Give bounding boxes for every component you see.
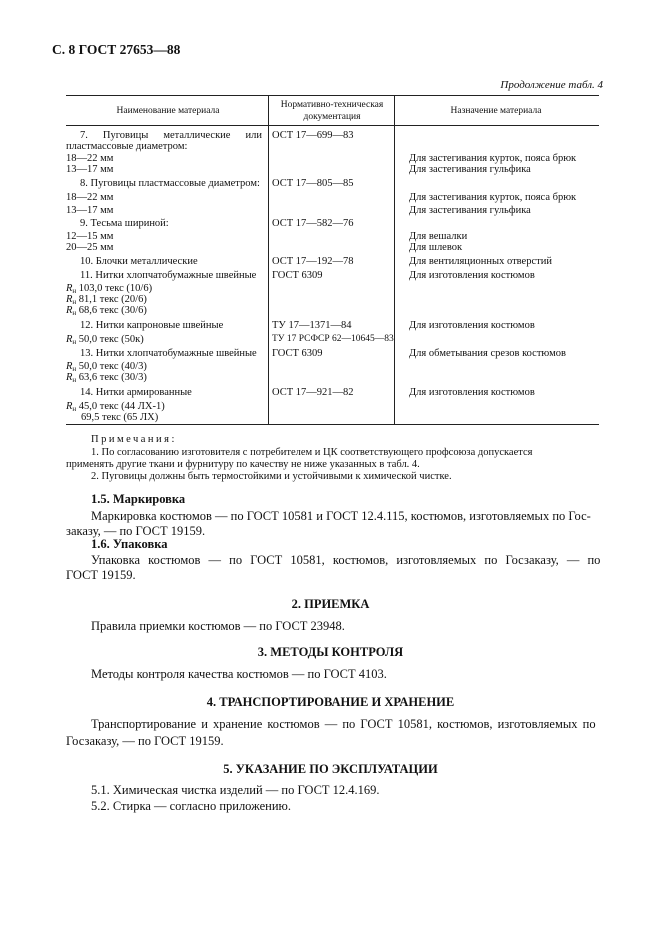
row12-doc-2: ТУ 17 РСФСР 62—10645—83 [272, 334, 394, 344]
row10-name: 10. Блочки металлические [80, 256, 198, 267]
table-header-rule [66, 125, 599, 126]
row7-size-2: 13—17 мм [66, 164, 114, 175]
section-1-6-line-1: Упаковка костюмов — по ГОСТ 10581, костюмов, изготовляемых по Госзаказу, — по [91, 553, 601, 567]
row14-doc: ОСТ 17—921—82 [272, 387, 354, 398]
row8-purpose-1: Для застегивания курток, пояса брюк [409, 192, 577, 203]
row9-purpose-1: Для вешалки [409, 231, 468, 242]
row8-purpose-2: Для застегивания гульфика [409, 205, 531, 216]
table-col-divider-2 [394, 95, 395, 424]
note-1-line-2: применять другие ткани и фурнитуру по качеству не ниже указанных в табл. 4. [66, 459, 420, 470]
row8-size-1: 18—22 мм [66, 192, 114, 203]
section-4-line-1: Транспортирование и хранение костюмов — по ГОСТ 10581, костюмов, изготовляемых по [91, 717, 596, 731]
row9-size-2: 20—25 мм [66, 242, 114, 253]
row7-name-cont: пластмассовые диаметром: [66, 141, 188, 152]
page-header: С. 8 ГОСТ 27653—88 [52, 42, 181, 57]
row8-doc: ОСТ 17—805—85 [272, 178, 354, 189]
note-2: 2. Пуговицы должны быть термостойкими и устойчивыми к химической чистке. [91, 471, 452, 482]
row14-purpose: Для изготовления костюмов [409, 387, 535, 398]
row12-thread-1: Rн 50,0 текс (50к) [66, 334, 144, 346]
row11-thread-2: Rн 81,1 текс (20/6) [66, 294, 147, 306]
row13-doc: ГОСТ 6309 [272, 348, 323, 359]
col-header-purpose: Назначение материала [450, 106, 542, 116]
notes-title: Примечания: [91, 434, 177, 445]
row8-size-2: 13—17 мм [66, 205, 114, 216]
row14-thread-1: Rн 45,0 текс (44 ЛХ-1) [66, 401, 165, 413]
row11-thread-1: Rн 103,0 текс (10/6) [66, 283, 153, 295]
note-1-line-1: 1. По согласованию изготовителя с потребителем и ЦК соответствующего профсоюза допускается [91, 447, 533, 458]
row11-doc: ГОСТ 6309 [272, 270, 323, 281]
section-2-heading: 2. ПРИЕМКА [291, 597, 370, 611]
row7-size-1: 18—22 мм [66, 153, 114, 164]
row13-name: 13. Нитки хлопчатобумажные швейные [80, 348, 257, 359]
row10-doc: ОСТ 17—192—78 [272, 256, 354, 267]
row9-doc: ОСТ 17—582—76 [272, 218, 354, 229]
row7-purpose-2: Для застегивания гульфика [409, 164, 531, 175]
row9-name: 9. Тесьма шириной: [80, 218, 169, 229]
table-col-divider-1 [268, 95, 269, 424]
row13-purpose: Для обметывания срезов костюмов [409, 348, 566, 359]
table-bottom-rule [66, 424, 599, 425]
row7-name: 7. Пуговицы металлические или [80, 130, 262, 141]
section-4-line-2: Госзаказу, — по ГОСТ 19159. [66, 734, 224, 748]
row13-thread-2: Rн 63,6 текс (30/3) [66, 372, 147, 384]
row12-doc: ТУ 17—1371—84 [272, 320, 352, 331]
col-header-documentation: Нормативно-техническая документация [280, 100, 384, 122]
section-2-text: Правила приемки костюмов — по ГОСТ 23948. [91, 619, 345, 633]
row10-purpose: Для вентиляционных отверстий [409, 256, 552, 267]
row11-purpose: Для изготовления костюмов [409, 270, 535, 281]
section-3-heading: 3. МЕТОДЫ КОНТРОЛЯ [257, 645, 404, 659]
section-5-heading: 5. УКАЗАНИЕ ПО ЭКСПЛУАТАЦИИ [223, 762, 438, 776]
row9-size-1: 12—15 мм [66, 231, 114, 242]
section-1-6-line-2: ГОСТ 19159. [66, 568, 136, 582]
section-4-heading: 4. ТРАНСПОРТИРОВАНИЕ И ХРАНЕНИЕ [206, 695, 455, 709]
table-continuation-label: Продолжение табл. 4 [500, 79, 603, 91]
section-1-5-line-2: заказу, — по ГОСТ 19159. [66, 524, 206, 538]
row12-purpose: Для изготовления костюмов [409, 320, 535, 331]
section-5-item-2: 5.2. Стирка — согласно приложению. [91, 799, 291, 813]
section-1-5-heading: 1.5. Маркировка [91, 492, 186, 506]
section-3-text: Методы контроля качества костюмов — по ГОСТ 4103. [91, 667, 387, 681]
section-5-item-1: 5.1. Химическая чистка изделий — по ГОСТ 12.4.169. [91, 783, 380, 797]
row13-thread-1: Rн 50,0 текс (40/3) [66, 361, 147, 373]
row7-purpose-1: Для застегивания курток, пояса брюк [409, 153, 577, 164]
row11-name: 11. Нитки хлопчатобумажные швейные [80, 270, 257, 281]
section-1-6-heading: 1.6. Упаковка [91, 537, 168, 551]
row7-doc: ОСТ 17—699—83 [272, 130, 354, 141]
row8-name: 8. Пуговицы пластмассовые диаметром: [80, 178, 260, 189]
table-top-rule [66, 95, 599, 96]
section-1-5-line-1: Маркировка костюмов — по ГОСТ 10581 и ГОСТ 12.4.115, костюмов, изготовляемых по Гос- [91, 509, 591, 523]
row9-purpose-2: Для шлевок [409, 242, 463, 253]
col-header-material: Наименование материала [116, 106, 220, 116]
row14-name: 14. Нитки армированные [80, 387, 192, 398]
row14-thread-2: 69,5 текс (65 ЛХ) [81, 412, 159, 423]
row12-name: 12. Нитки капроновые швейные [80, 320, 224, 331]
row11-thread-3: Rн 68,6 текс (30/6) [66, 305, 147, 317]
